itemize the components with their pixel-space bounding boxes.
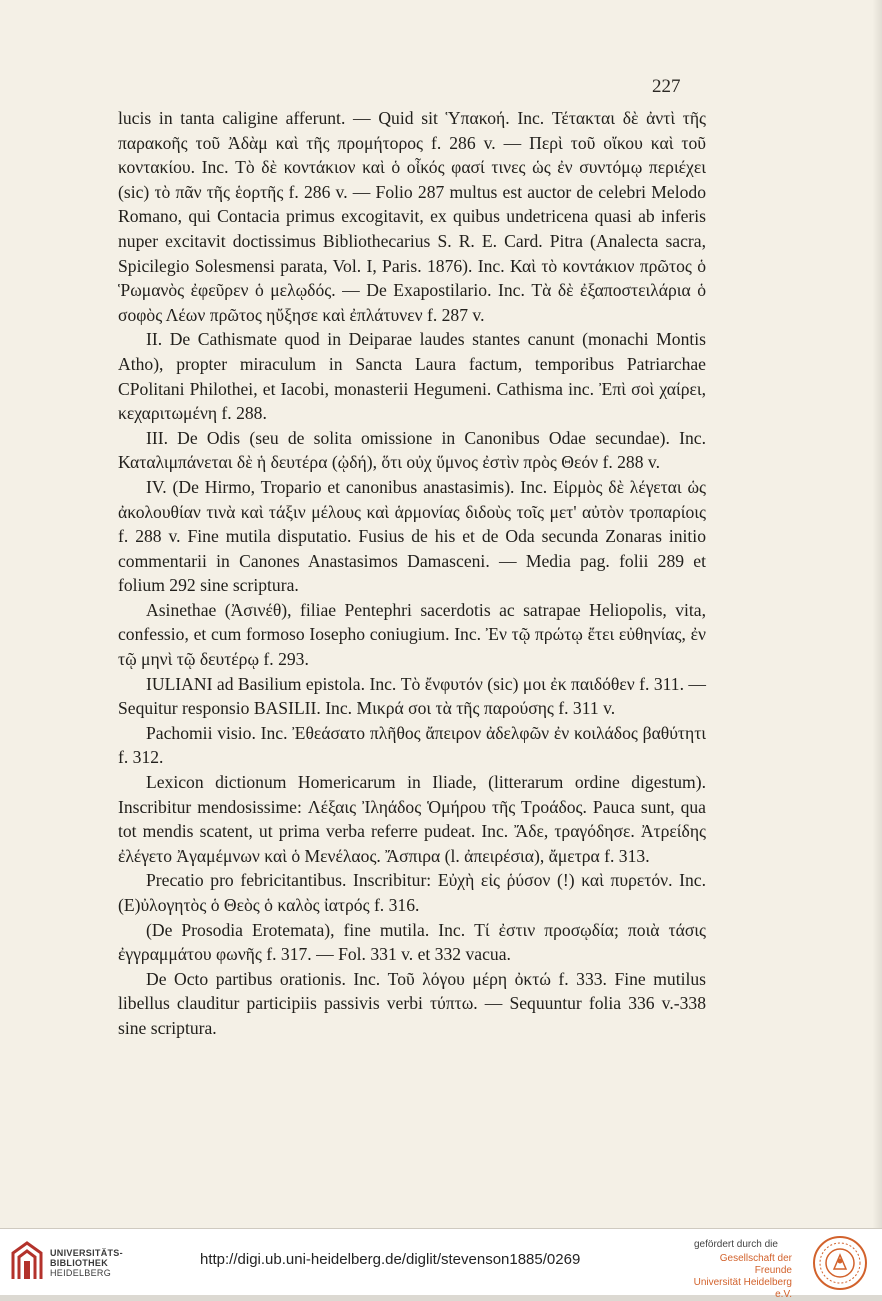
viewer-footer <box>0 1228 882 1300</box>
sponsor-name-line: Universität Heidelberg e.V. <box>693 1277 792 1300</box>
library-name-line: BIBLIOTHEK <box>50 1258 108 1268</box>
university-seal-icon[interactable] <box>812 1235 868 1291</box>
text-paragraph: Asinethae (Ἀσινέθ), filiae Pentephri sacerdotis ac satrapae Heliopolis, vita, confessio, et cum formoso Iosepho coniugium. Inc. Ἐν τῷ πρώτῳ ἔτει εὐθηνίας, ἐν τῷ μηνὶ τῷ δευτέρῳ f. 293. <box>118 599 706 670</box>
text-paragraph: II. De Cathismate quod in Deiparae laudes stantes canunt (monachi Montis Atho), propter miraculum in Sancta Laura factum, temporibus Patriarchae CPolitani Philothei, et Iacobi, monasterii Hegumeni. Cathisma inc. Ἐπὶ σοὶ χαίρει, κεχαριτωμένη f. 288. <box>118 329 706 424</box>
ub-heidelberg-logo-icon[interactable] <box>10 1239 44 1285</box>
text-paragraph: De Octo partibus orationis. Inc. Τοῦ λόγου μέρη ὀκτώ f. 333. Fine mutilus libellus clauditur participiis passivis verbi τύπτω. — Sequuntur folia 336 v.-338 sine scriptura. <box>118 968 706 1038</box>
text-paragraph: III. De Odis (seu de solita omissione in Canonibus Odae secundae). Inc. Καταλιμπάνεται δὲ ἡ δευτέρα (ᾠδή), ὅτι οὐχ ὕμνος ἐστὶν πρὸς Θεόν f. 288 v. <box>118 427 706 473</box>
text-paragraph: IULIANI ad Basilium epistola. Inc. Τὸ ἔνφυτόν (sic) μοι ἐκ παιδόθεν f. 311. — Sequitur responsio BASILII. Inc. Μικρά σοι τὰ τῆς παρούσης f. 311 v. <box>118 673 706 719</box>
text-paragraph: Precatio pro febricitantibus. Inscribitur: Εὐχὴ εἰς ῥύσον (!) καὶ πυρετόν. Inc. (Ε)ὐλογητὸς ὁ Θεὸς ὁ καλὸς ἰατρός f. 316. <box>118 870 706 915</box>
text-paragraph: lucis in tanta caligine afferunt. — Quid sit Ὑπακοή. Inc. Τέτακται δὲ ἀντὶ τῆς παρακοῆς τοῦ Ἀδὰμ καὶ τῆς προμήτορος f. 286 v. — Περὶ τοῦ οἴκου καὶ τοῦ κοντακίου. Inc. Τὸ δὲ κοντάκιον καὶ ὁ οἶκός φασί τινες ὡς ἐν συντόμῳ περιέχει (sic) τὸ πᾶν τῆς ἑορτῆς f. 286 v. — Folio 287 multus est auctor de celebri Melodo Romano, qui Contacia primus excogitavit, ex quibus undetricena quasi ab inferis nuper excitavit doctissimus Bibliothecarius S. R. E. Card. Pitra (Analecta sacra, Spicilegio Solesmensi parata, Vol. I, Paris. 1876). Inc. Καὶ τὸ κοντάκιον πρῶτος ὁ Ῥωμανὸς ἐφεῦρεν ὁ μελῳδός. — De Exapostilario. Inc. Τὰ δὲ ἐξαποστειλάρια ὁ σοφὸς Λέων πρῶτος ηὔξησε καὶ ἐπλάτυνεν f. 287 v. <box>118 108 706 325</box>
library-name[interactable] <box>50 1248 123 1278</box>
library-name-line: UNIVERSITÄTS- <box>50 1248 123 1258</box>
library-name-line: HEIDELBERG <box>50 1268 112 1278</box>
text-paragraph: (De Prosodia Erotemata), fine mutila. Inc. Τί ἐστιν προσῳδία; ποιὰ τάσις ἐγγραμμάτου φωνῆς f. 317. — Fol. 331 v. et 332 vacua. <box>118 919 706 965</box>
text-paragraph: Pachomii visio. Inc. Ἐθεάσατο πλῆθος ἄπειρον ἀδελφῶν ἐν κοιλάδος βαθύτητι f. 312. <box>118 722 706 768</box>
text-body <box>118 106 706 1041</box>
permalink-url[interactable]: http://digi.ub.uni-heidelberg.de/diglit/stevenson1885/0269 <box>200 1251 581 1268</box>
text-paragraph: IV. (De Hirmo, Tropario et canonibus anastasimis). Inc. Εἱρμὸς δὲ λέγεται ὡς ἀκολουθίαν τινὰ καὶ τάξιν μέλους καὶ ἁρμονίας διδοὺς τοῖς μετ' αὐτὸν τροπαρίοις f. 288 v. Fine mutila disputatio. Fusius de his et de Oda secunda Zonaras initio commentarii in Canones Anastasimos Damasceni. — Media pag. folii 289 et folium 292 sine scriptura. <box>118 476 706 596</box>
text-paragraph: Lexicon dictionum Homericarum in Iliade, (litterarum ordine digestum). Inscribitur mendosissime: Λέξαις Ἰληάδος Ὁμήρου τῆς Τροάδος. Pauca sunt, qua tot mendis scatent, ut prima verba referre pudeat. Inc. Ἄδε, τραγόδησε. Ἀτρείδης ἐλέγετο Ἀγαμέμνων καὶ ὁ Μενέλαος. Ἄσπιρα (l. ἀπειρέσια), ἄμετρα f. 313. <box>118 772 706 866</box>
page-number: 227 <box>652 76 681 97</box>
sponsor-name-line: Gesellschaft der Freunde <box>719 1253 792 1276</box>
sponsor-label: gefördert durch die <box>694 1239 778 1250</box>
